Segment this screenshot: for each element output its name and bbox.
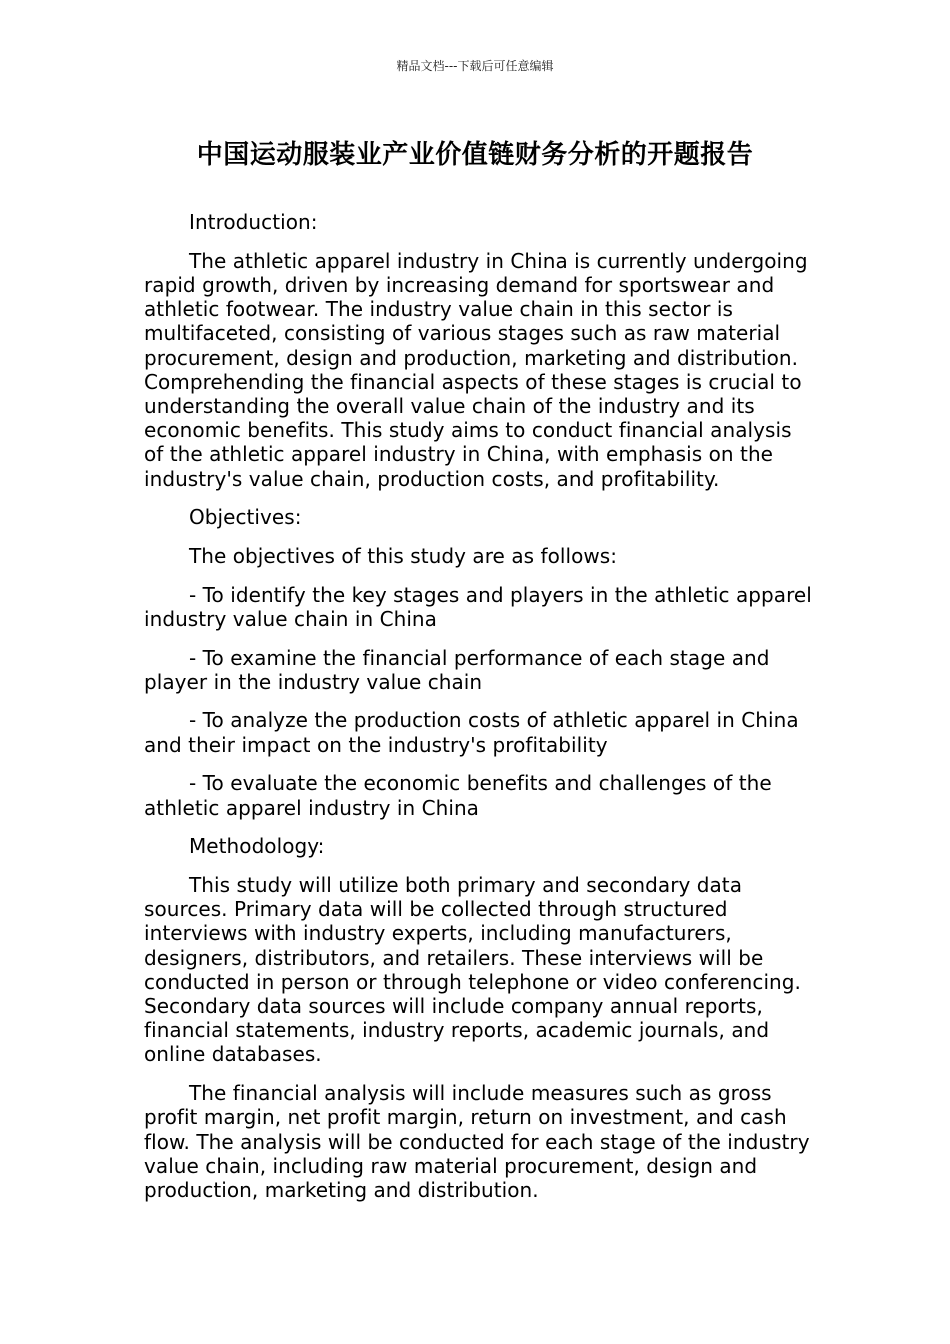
paragraph-introduction: The athletic apparel industry in China is currently undergoing rapid growth, driven by increasing demand for sportswear and athletic footwear. The industry value chain in this sector is multifaceted, consisting of various stages such as raw material procurement, design and production, marketing and distribution. Comprehending the financial aspects of these stages is crucial to understanding the overall value chain of the industry and its economic benefits. This study aims to conduct financial analysis of the athletic apparel industry in China, with emphasis on the industry's value chain, production costs, and profitability. (144, 248, 808, 491)
section-heading-introduction: Introduction: (189, 210, 318, 234)
section-heading-objectives: Objectives: (189, 505, 302, 530)
document-title: 中国运动服装业产业价值链财务分析的开题报告 (196, 140, 754, 170)
document-body (144, 210, 812, 1217)
page-header: 精品文档---下载后可任意编辑 (396, 59, 554, 73)
objective-item: - To analyze the production costs of athletic apparel in China and their impact on the industry's profitability (144, 708, 799, 757)
paragraph-methodology-analysis: The financial analysis will include measures such as gross profit margin, net profit margin, return on investment, and cash flow. The analysis will be conducted for each stage of the industry value chain, including raw material procurement, design and production, marketing and distribution. (144, 1081, 810, 1202)
objective-item: - To evaluate the economic benefits and challenges of the athletic apparel industry in China (144, 771, 772, 820)
section-heading-methodology: Methodology: (189, 834, 325, 859)
paragraph-objectives-intro: The objectives of this study are as follows: (189, 543, 618, 568)
objective-item: - To examine the financial performance of each stage and player in the industry value chain (144, 645, 770, 694)
objective-item: - To identify the key stages and players in the athletic apparel industry value chain in China (144, 582, 812, 631)
paragraph-methodology-data: This study will utilize both primary and secondary data sources. Primary data will be collected through structured interviews with industry experts, including manufacturers, designers, distributors, and retailers. These interviews will be conducted in person or through telephone or video conferencing. Secondary data sources will include company annual reports, financial statements, industry reports, academic journals, and online databases. (144, 872, 801, 1067)
